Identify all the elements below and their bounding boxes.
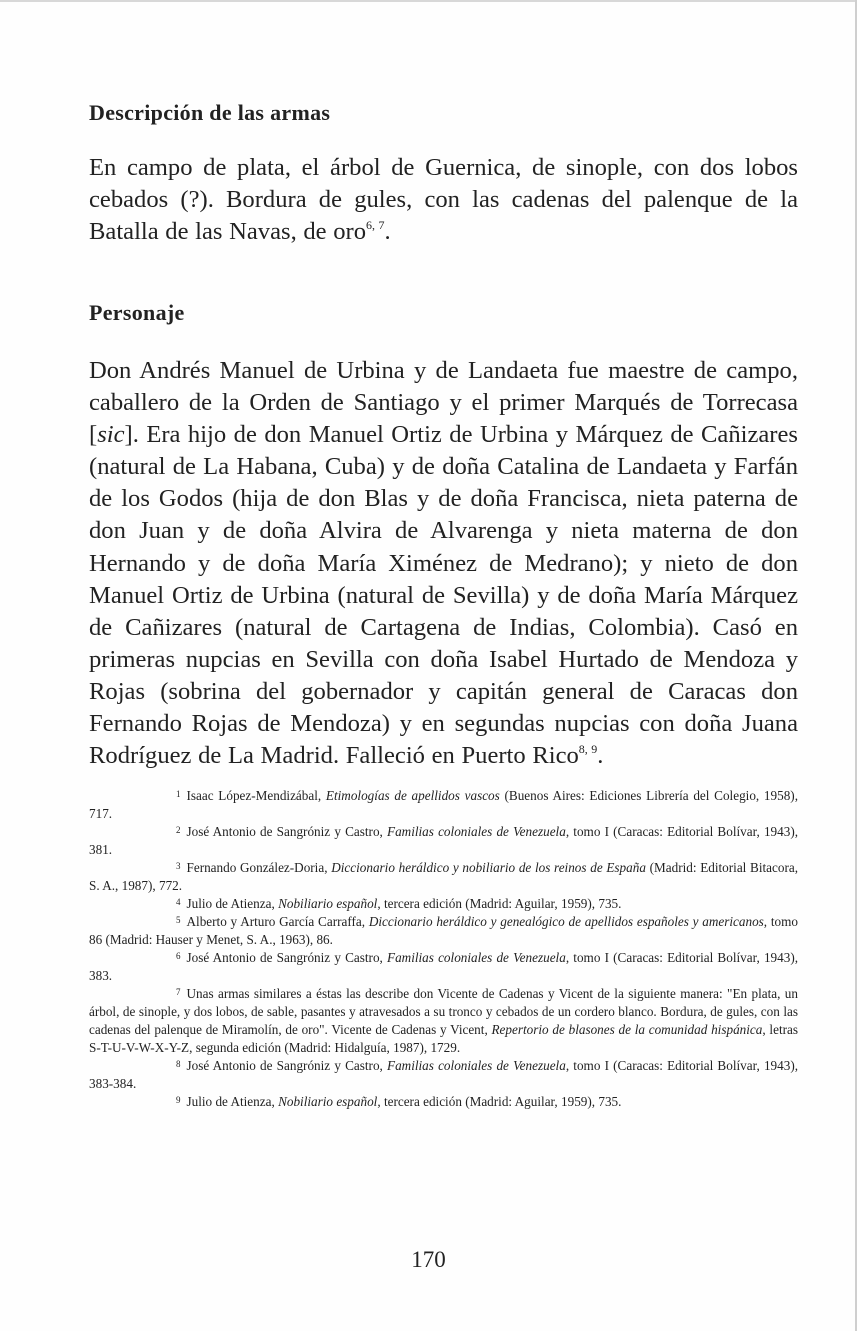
footnote-text: (Buenos Aires: Ediciones Librería del Colegio, 1958), 717. [89, 788, 798, 821]
footnote-text: , tomo 86 (Madrid: Hauser y Menet, S. A., 1963), 86. [89, 914, 798, 947]
footnote-text: José Antonio de Sangróniz y Castro, [186, 950, 388, 965]
footnote-title: Nobiliario español [278, 896, 378, 911]
top-edge-rule [0, 0, 857, 2]
footnote-text: , tomo I (Caracas: Editorial Bolívar, 1943), 381. [89, 824, 799, 857]
arms-description-tail: . [384, 218, 391, 246]
footnote-title: Repertorio de blasones de la comunidad hispánica [491, 1022, 763, 1037]
arms-description-text: En campo de plata, el árbol de Guernica, de sinople, con dos lobos cebados (?). Bordura de gules, con las cadenas del palenque de la Batalla de las Navas, de oro [89, 154, 798, 246]
footnote-number: 9 [176, 1095, 181, 1105]
footnote [89, 913, 798, 949]
footnote-number: 2 [176, 825, 181, 835]
sic-mark: sic [97, 421, 125, 449]
footnote-text: José Antonio de Sangróniz y Castro, [186, 1058, 388, 1073]
footnote-title: Familias coloniales de Venezuela [387, 1058, 566, 1073]
footnote [89, 1093, 798, 1111]
personaje-tail: . [597, 742, 604, 770]
footnote-text: Fernando González-Doria, [186, 860, 332, 875]
footnote-text: , tercera edición (Madrid: Aguilar, 1959), 735. [377, 896, 622, 911]
footnote-text: Julio de Atienza, [186, 896, 279, 911]
footnote-title: Familias coloniales de Venezuela [387, 824, 566, 839]
footnote-number: 3 [176, 861, 181, 871]
footnote-text: , letras S-T-U-V-W-X-Y-Z, segunda edición (Madrid: Hidalguía, 1987), 1729. [89, 1022, 798, 1055]
footnote-ref-6-7: 6, 7 [366, 218, 385, 233]
footnote-text: , tomo I (Caracas: Editorial Bolívar, 1943), 383-384. [89, 1058, 799, 1091]
personaje-text-b: ]. Era hijo de don Manuel Ortiz de Urbina y Márquez de Cañizares (natural de La Habana, Cuba) y de doña Catalina de Landaeta y Farfán de los Godos (hija de don Blas y de doña Francisca, nieta paterna de don Juan y de doña Alvira de Alvarenga y nieta materna de don Hernando y de doña María Ximénez de Medrano); y nieto de don Manuel Ortiz de Urbina (natural de Sevilla) y de doña María Márquez de Cañizares (natural de Cartagena de Indias, Colombia). Casó en primeras nupcias en Sevilla con doña Isabel Hurtado de Mendoza y Rojas (sobrina del gobernador y capitán general de Caracas don Fernando Rojas de Mendoza) y en segundas nupcias con doña Juana Rodríguez de La Madrid. Falleció en Puerto Rico [89, 421, 798, 770]
footnote-text: , tomo I (Caracas: Editorial Bolívar, 1943), 383. [89, 950, 799, 983]
footnote-text: (Madrid: Editorial Bitacora, S. A., 1987), 772. [89, 860, 798, 893]
footnote-ref-8-9: 8, 9 [578, 742, 598, 757]
footnote [89, 895, 798, 913]
footnote-title: Diccionario heráldico y nobiliario de los reinos de España [331, 860, 646, 875]
footnote-title: Etimologías de apellidos vascos [325, 788, 500, 803]
footnote-text: José Antonio de Sangróniz y Castro, [186, 824, 388, 839]
section-heading-arms: Descripción de las armas [89, 100, 331, 125]
section-heading-personaje: Personaje [89, 300, 185, 325]
footnote-number: 7 [176, 987, 181, 997]
footnote-title: Nobiliario español [278, 1094, 378, 1109]
arms-description-paragraph [89, 152, 798, 248]
footnote-number: 4 [176, 897, 181, 907]
footnote-number: 8 [176, 1059, 181, 1069]
footnote [89, 859, 798, 895]
footnotes [89, 787, 798, 1111]
personaje-text-a: Don Andrés Manuel de Urbina y de Landaeta fue maestre de campo, caballero de la Orden de Santiago y el primer Marqués de Torrecasa [ [89, 357, 798, 449]
footnote-text: Julio de Atienza, [186, 1094, 279, 1109]
footnote-text: Isaac López-Mendizábal, [186, 788, 326, 803]
personaje-paragraph [89, 355, 798, 772]
footnote-text: Unas armas similares a éstas las describe don Vicente de Cadenas y Vicent de la siguiente manera: "En plata, un árbol, de sinople, y dos lobos, de sable, pasantes y atravesados a su tronco y cebados de un cordero blanco. Bordura, de gules, con las cadenas del palenque de Miramolín, de oro". Vicente de Cadenas y Vicent, [89, 986, 798, 1037]
footnote [89, 985, 798, 1057]
footnote [89, 949, 798, 985]
footnote-number: 1 [176, 789, 181, 799]
footnote [89, 1057, 798, 1093]
footnote [89, 823, 798, 859]
page-number: 170 [411, 1247, 446, 1272]
footnote-text: Alberto y Arturo García Carraffa, [186, 914, 369, 929]
footnote-title: Familias coloniales de Venezuela [387, 950, 566, 965]
footnote-number: 6 [176, 951, 181, 961]
footnote-number: 5 [176, 915, 181, 925]
footnote [89, 787, 798, 823]
footnote-title: Diccionario heráldico y genealógico de apellidos españoles y americanos [368, 914, 764, 929]
footnote-text: , tercera edición (Madrid: Aguilar, 1959), 735. [377, 1094, 622, 1109]
